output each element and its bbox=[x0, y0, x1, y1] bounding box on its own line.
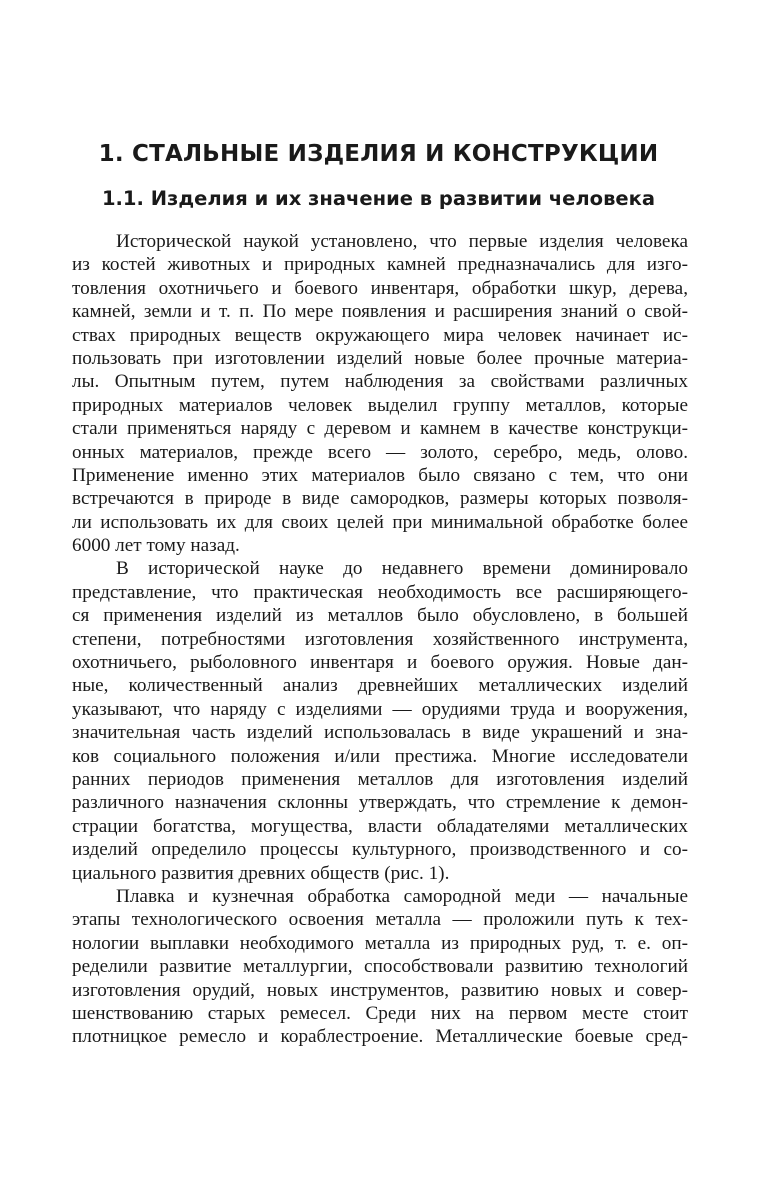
text-line: циального развития древних обществ (рис. 1). bbox=[72, 862, 450, 884]
text-line: онных материалов, прежде всего — золото, серебро, медь, олово. bbox=[72, 441, 688, 463]
text-line: ствах природных веществ окружающего мира человек начинает ис- bbox=[72, 324, 688, 346]
text-line: этапы технологического освоения металла — проложили путь к тех- bbox=[72, 909, 688, 931]
text-line: представление, что практическая необходимость все расширяющего- bbox=[72, 581, 688, 603]
text-line: охотничьего, рыболовного инвентаря и боевого оружия. Новые дан- bbox=[72, 652, 688, 674]
text-line: Применение именно этих материалов было связано с тем, что они bbox=[72, 464, 688, 486]
text-line: изделий определило процессы культурного, производственного и со- bbox=[72, 839, 688, 861]
text-line: шенствованию старых ремесел. Среди них на первом месте стоит bbox=[72, 1002, 688, 1024]
text-line: ранних периодов применения металлов для изготовления изделий bbox=[72, 768, 688, 790]
text-line: различного назначения склонны утверждать, что стремление к демон- bbox=[72, 792, 688, 814]
text-line: страции богатства, могущества, власти обладателями металлических bbox=[72, 815, 688, 837]
text-line: пользовать при изготовлении изделий новые более прочные материа- bbox=[72, 347, 688, 369]
paragraph-1 bbox=[72, 230, 688, 557]
text-line: встречаются в природе в виде самородков, размеры которых позволя- bbox=[72, 488, 688, 510]
text-line: В исторической науке до недавнего времени доминировало bbox=[116, 558, 688, 580]
text-line: 6000 лет тому назад. bbox=[72, 535, 240, 557]
text-line: значительная часть изделий использовалась в виде украшений и зна- bbox=[72, 722, 688, 744]
text-line: ся применения изделий из металлов было обусловлено, в большей bbox=[72, 605, 688, 627]
text-line: нологии выплавки необходимого металла из природных руд, т. е. оп- bbox=[72, 932, 688, 954]
chapter-title: 1. СТАЛЬНЫЕ ИЗДЕЛИЯ И КОНСТРУКЦИИ bbox=[98, 141, 659, 167]
text-line: товления охотничьего и боевого инвентаря, обработки шкур, дерева, bbox=[72, 277, 688, 299]
text-line: лы. Опытным путем, путем наблюдения за свойствами различных bbox=[72, 371, 688, 393]
text-line: стали применяться наряду с деревом и камнем в качестве конструкци- bbox=[72, 418, 688, 440]
section-title: 1.1. Изделия и их значение в развитии человека bbox=[101, 187, 656, 210]
text-line: камней, земли и т. п. По мере появления и расширения знаний о свой- bbox=[72, 301, 688, 323]
text-line: указывают, что наряду с изделиями — орудиями труда и вооружения, bbox=[72, 698, 688, 720]
text-line: ные, количественный анализ древнейших металлических изделий bbox=[72, 675, 688, 697]
text-line: ли использовать их для своих целей при минимальной обработке более bbox=[72, 511, 688, 533]
text-line: плотницкое ремесло и кораблестроение. Металлические боевые сред- bbox=[72, 1026, 688, 1048]
text-line: ределили развитие металлургии, способствовали развитию технологий bbox=[72, 956, 688, 978]
text-line: ков социального положения и/или престижа. Многие исследователи bbox=[72, 745, 688, 767]
text-line: изготовления орудий, новых инструментов, развитию новых и совер- bbox=[72, 979, 688, 1001]
text-line: природных материалов человек выделил группу металлов, которые bbox=[72, 394, 688, 416]
text-line: Плавка и кузнечная обработка самородной меди — начальные bbox=[116, 885, 688, 907]
text-line: из костей животных и природных камней предназначались для изго- bbox=[72, 254, 688, 276]
body-text bbox=[72, 230, 688, 1049]
paragraph-3 bbox=[72, 885, 688, 1049]
text-line: степени, потребностями изготовления хозяйственного инструмента, bbox=[72, 628, 688, 650]
paragraph-2 bbox=[72, 557, 688, 884]
text-line: Исторической наукой установлено, что первые изделия человека bbox=[116, 231, 688, 252]
